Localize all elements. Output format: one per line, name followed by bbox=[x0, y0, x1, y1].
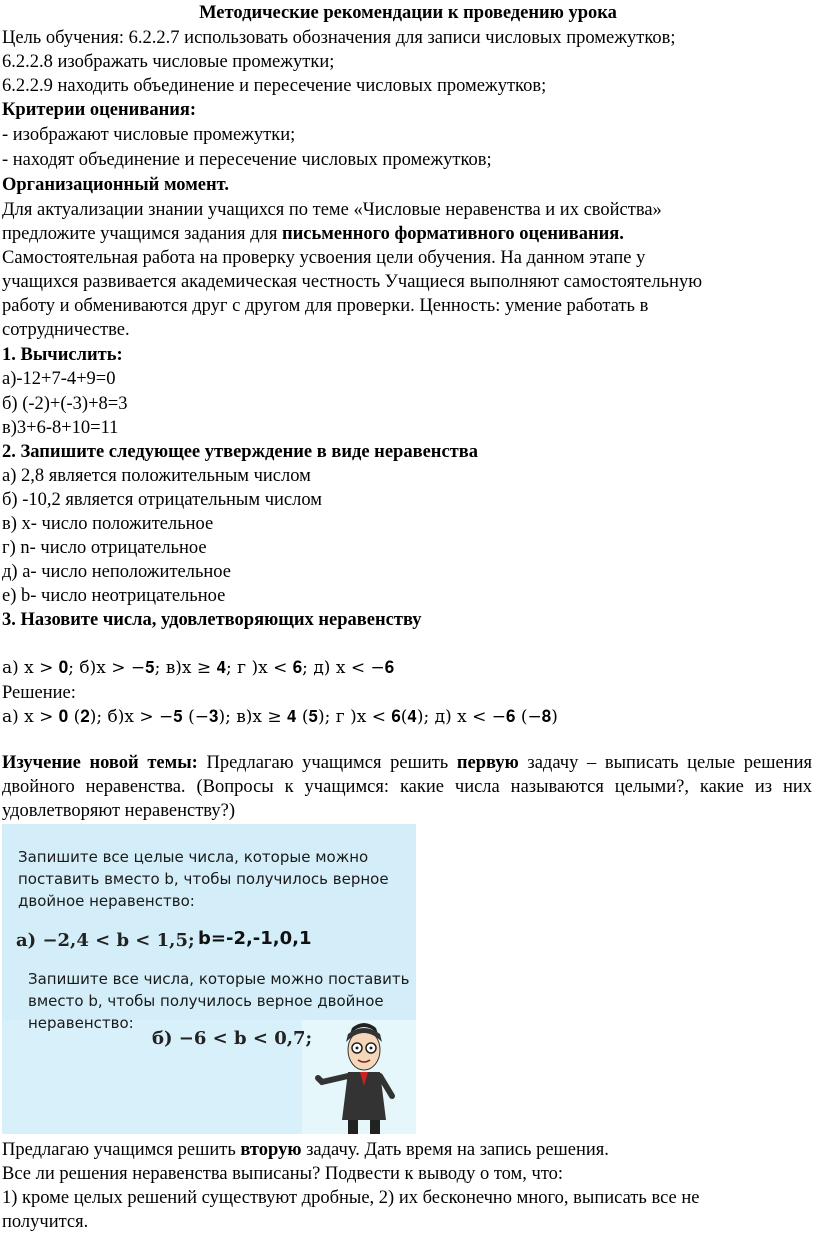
closing-line-1 bbox=[2, 1138, 609, 1162]
image-task-a-line: поставить вместо b, чтобы получилось верное bbox=[18, 870, 389, 888]
org-text-part: предложите учащимся задания для bbox=[2, 224, 282, 244]
task2-heading: 2. Запишите следующее утверждение в виде неравенства bbox=[2, 442, 478, 462]
image-expression-a: а) −2,4 < b < 1,5; bbox=[16, 930, 195, 951]
teacher-character-icon bbox=[312, 1020, 416, 1134]
task2-item: е) b- число неотрицательное bbox=[2, 586, 226, 606]
criteria-heading: Критерии оценивания: bbox=[2, 100, 197, 120]
closing-line-4: получится. bbox=[2, 1212, 89, 1232]
task1-item: б) (-2)+(-3)+8=3 bbox=[2, 394, 128, 414]
org-text-line: учащихся развивается академическая честность Учащиеся выполняют самостоятельную bbox=[2, 272, 703, 292]
task1-heading: 1. Вычислить: bbox=[2, 345, 123, 365]
task3-solution-label: Решение: bbox=[2, 683, 76, 703]
org-text-bold: письменного формативного оценивания. bbox=[281, 224, 624, 244]
task2-item: в) х- число положительное bbox=[2, 514, 214, 534]
org-text-line bbox=[2, 222, 624, 246]
image-task-a-line: двойное неравенство: bbox=[18, 892, 195, 910]
image-answer-a: b=-2,-1,0,1 bbox=[198, 928, 312, 949]
criteria-item: - изображают числовые промежутки; bbox=[2, 125, 296, 145]
task1-item: в)3+6-8+10=11 bbox=[2, 418, 119, 438]
new-topic-paragraph bbox=[2, 751, 812, 823]
task3-heading: 3. Назовите числа, удовлетворяющих неравенству bbox=[2, 610, 422, 630]
task3-solution: а) x > 𝟎 (𝟐); б)x > −𝟓 (−𝟑); в)x ≥ 𝟒 (𝟓); г )x < 𝟔(𝟒); д) x < −𝟔 (−𝟖) bbox=[2, 707, 558, 727]
task1-item: а)-12+7-4+9=0 bbox=[2, 369, 116, 389]
image-task-b-line: вместо b, чтобы получилось верное двойное bbox=[28, 992, 384, 1010]
new-topic-text: Предлагаю учащимся решить bbox=[197, 753, 457, 773]
closing-line-2: Все ли решения неравенства выписаны? Подвести к выводу о том, что: bbox=[2, 1164, 564, 1184]
closing-text: Предлагаю учащимся решить bbox=[2, 1140, 241, 1160]
image-task-a-line: Запишите все целые числа, которые можно bbox=[18, 848, 369, 866]
criteria-item: - находят объединение и пересечение числовых промежутков; bbox=[2, 150, 492, 170]
image-task-b-line: Запишите все числа, которые можно поставить bbox=[28, 970, 410, 988]
new-topic-label: Изучение новой темы: bbox=[2, 753, 198, 773]
closing-line-3: 1) кроме целых решений существуют дробные, 2) их бесконечно много, выписать все не bbox=[2, 1188, 700, 1208]
task2-item: б) -10,2 является отрицательным числом bbox=[2, 490, 322, 510]
org-heading: Организационный момент. bbox=[2, 175, 229, 195]
task-image bbox=[2, 824, 416, 1134]
image-expression-b: б) −6 < b < 0,7; bbox=[152, 1028, 313, 1049]
org-text-line: работу и обмениваются друг с другом для проверки. Ценность: умение работать в bbox=[2, 296, 649, 316]
org-text-line: Для актуализации знании учащихся по теме «Числовые неравенства и их свойства» bbox=[2, 200, 662, 220]
task3-conditions: а) x > 𝟎; б)x > −𝟓; в)x ≥ 𝟒; г )x < 𝟔; д) x < −𝟔 bbox=[2, 658, 395, 678]
new-topic-bold-word: первую bbox=[456, 753, 519, 773]
closing-text: задачу. Дать время на запись решения. bbox=[301, 1140, 609, 1160]
org-text-line: сотрудничестве. bbox=[2, 320, 130, 340]
goal-line-3: 6.2.2.9 находить объединение и пересечение числовых промежутков; bbox=[2, 76, 547, 96]
task2-item: д) а- число неположительное bbox=[2, 562, 231, 582]
org-text-line: Самостоятельная работа на проверку усвоения цели обучения. На данном этапе у bbox=[2, 248, 646, 268]
new-topic-text: задачу – выписать целые решения двойного неравенства. (Вопросы к учащимся: какие числа называются целыми?, какие из них удовлетворяют неравенству?) bbox=[2, 753, 812, 821]
task2-item: г) n- число отрицательное bbox=[2, 538, 207, 558]
page-title: Методические рекомендации к проведению урока bbox=[199, 3, 617, 23]
goal-line-1: Цель обучения: 6.2.2.7 использовать обозначения для записи числовых промежутков; bbox=[2, 28, 676, 48]
task2-item: а) 2,8 является положительным числом bbox=[2, 466, 311, 486]
closing-bold-word: вторую bbox=[240, 1140, 302, 1160]
goal-line-2: 6.2.2.8 изображать числовые промежутки; bbox=[2, 52, 335, 72]
image-task-b-line: неравенство: bbox=[28, 1014, 134, 1032]
